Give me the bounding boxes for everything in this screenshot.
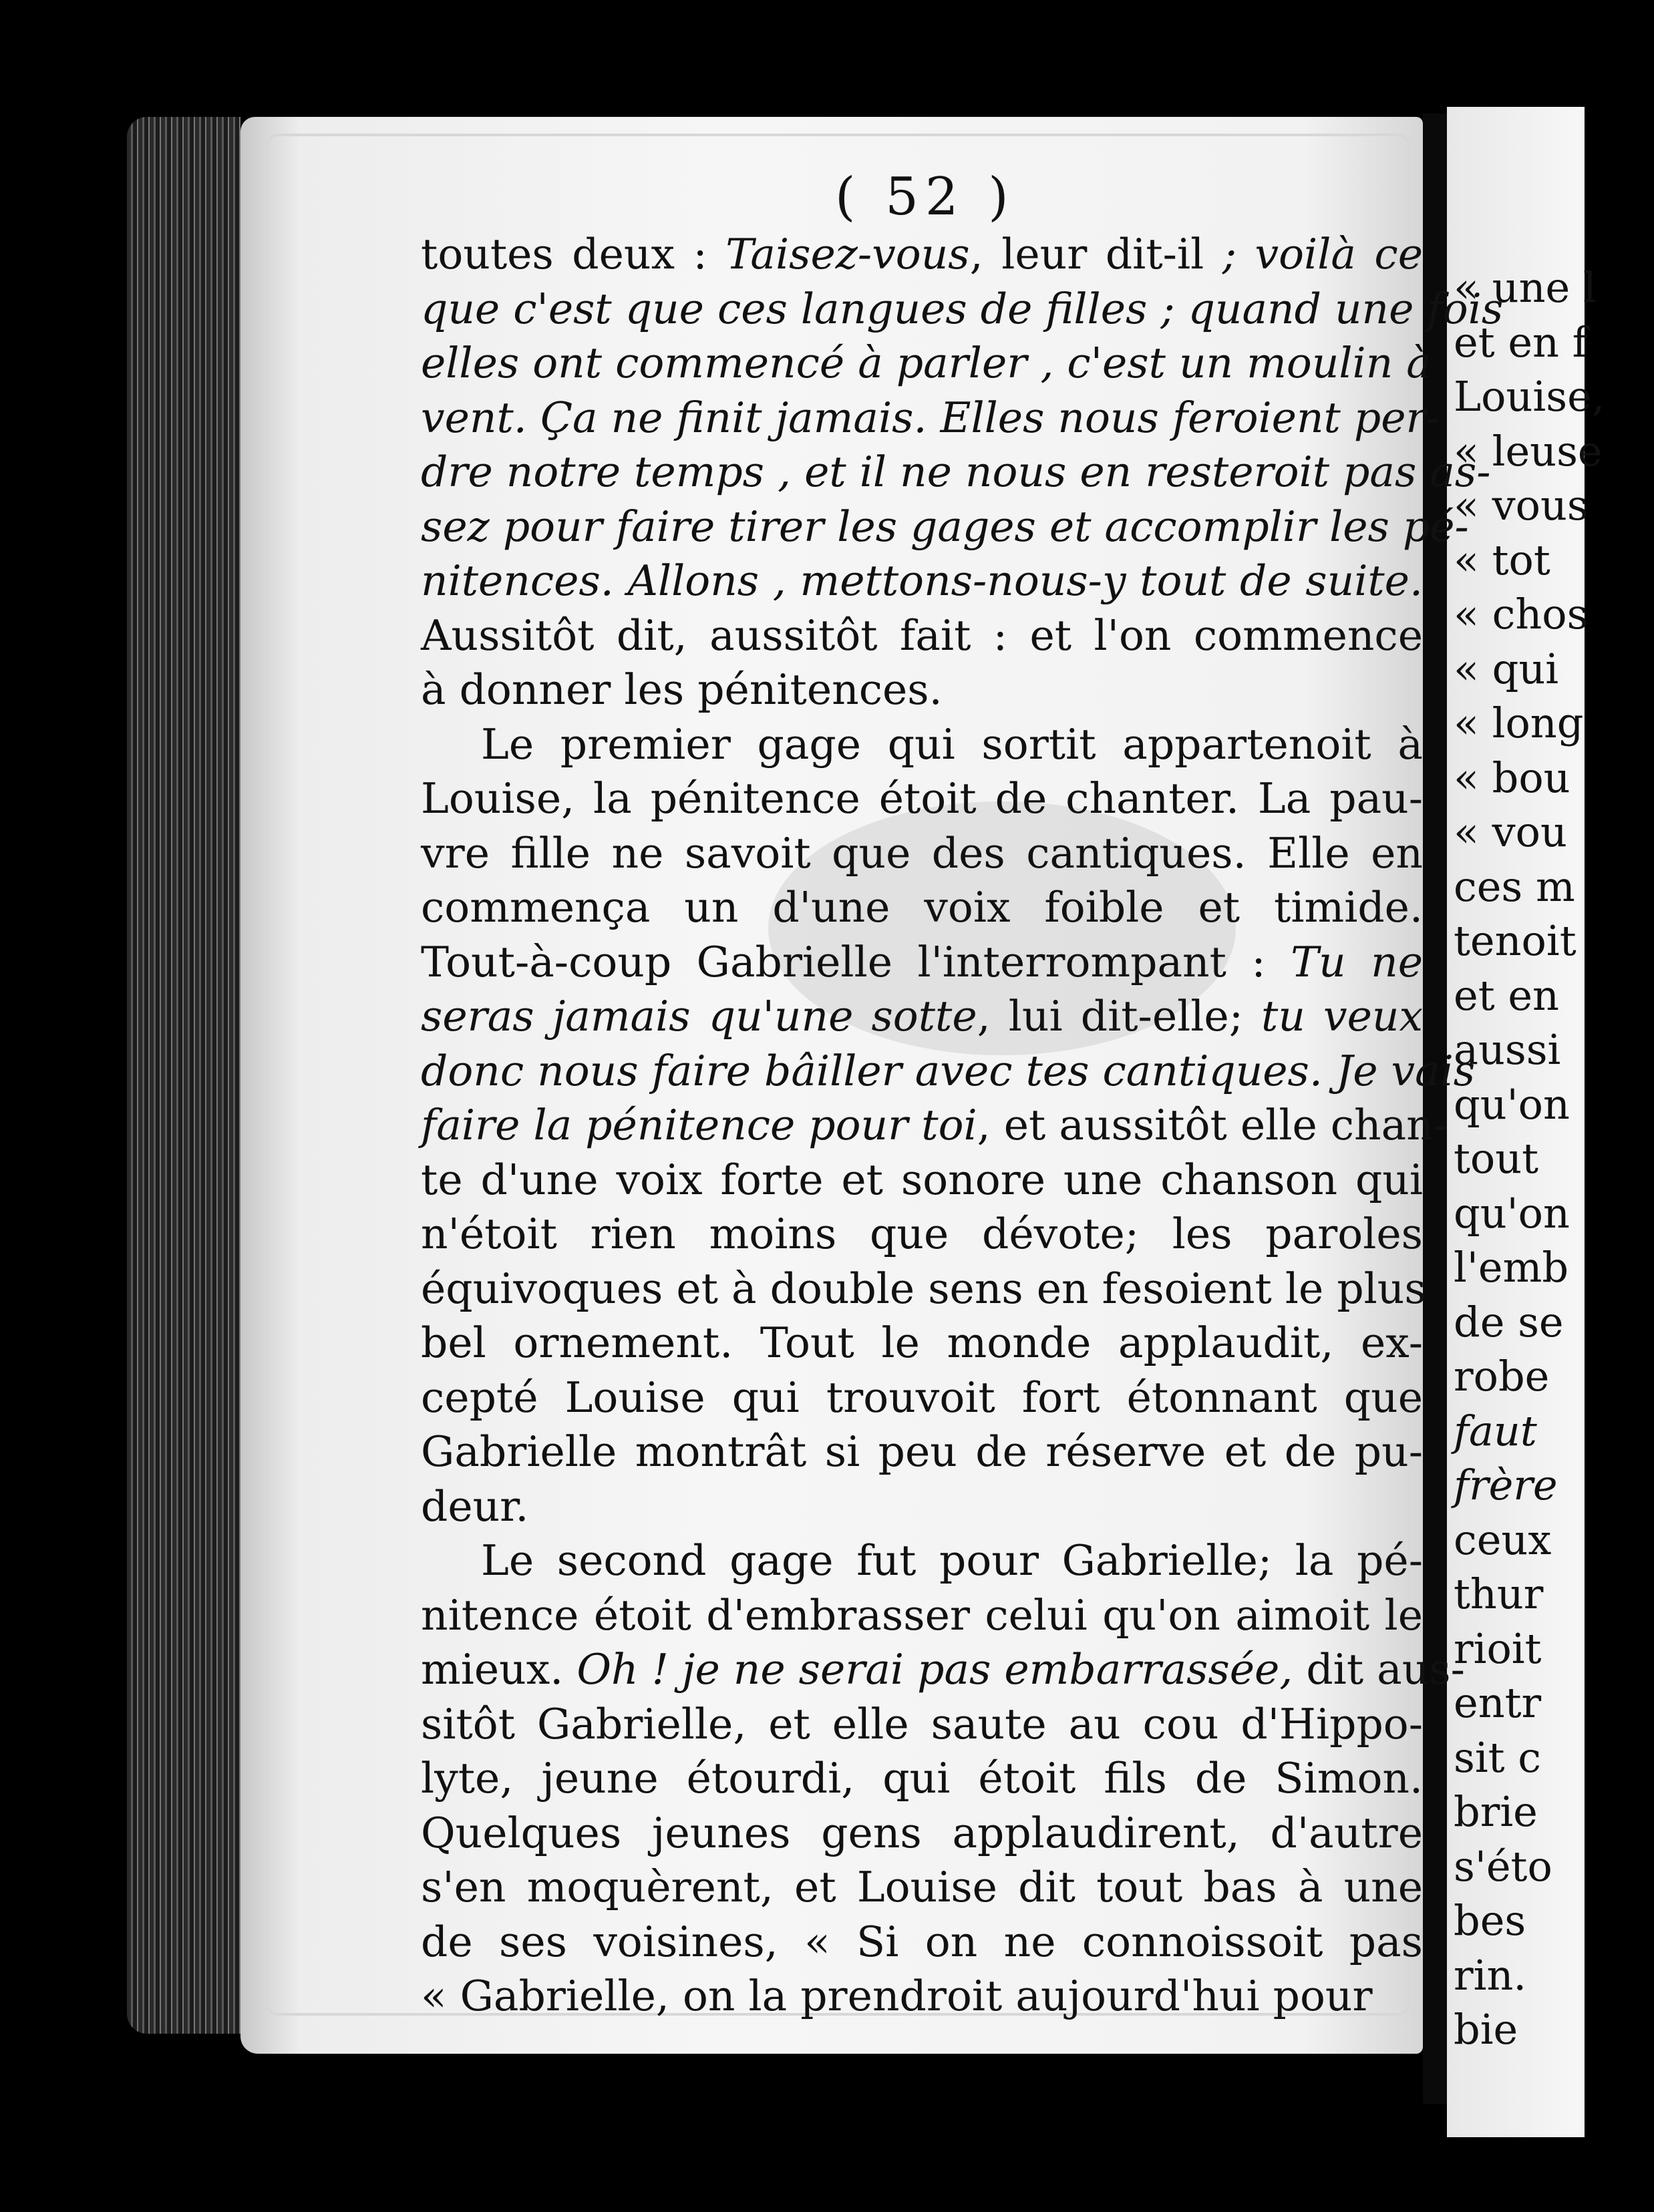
right-text-fragment: Louise,: [1454, 372, 1605, 421]
right-text-fragment: ceux: [1454, 1515, 1552, 1564]
page-number: ( 52 ): [835, 167, 1015, 227]
right-text-fragment: bes: [1454, 1896, 1526, 1945]
text-line: [421, 1697, 1423, 1752]
right-text-fragment: bie: [1454, 2005, 1518, 2054]
text-segment: elles ont commencé à parler , c'est un moulin à: [421, 339, 1432, 387]
text-line: [421, 1153, 1423, 1208]
text-segment: donc nous faire bâiller avec tes cantiques. Je vais: [421, 1046, 1476, 1095]
right-text-fragment: entr: [1454, 1678, 1542, 1727]
text-line: [421, 554, 1423, 608]
text-line: [421, 282, 1504, 337]
right-text-fragment: « vous: [1454, 481, 1589, 530]
right-text-fragment: s'éto: [1454, 1841, 1552, 1891]
right-text-fragment: « bou: [1454, 753, 1570, 802]
text-segment: bel ornement. Tout le monde applaudit, ex-: [421, 1318, 1423, 1367]
right-text-fragment: et en f: [1454, 317, 1588, 367]
text-segment: lyte, jeune étourdi, qui étoit fils de Simon.: [421, 1754, 1423, 1803]
text-line: [421, 1316, 1423, 1370]
text-line: [421, 445, 1491, 500]
text-segment: te d'une voix forte et sonore une chanson qui: [421, 1155, 1423, 1204]
right-page: [1447, 107, 1605, 2137]
text-line: [421, 1262, 1426, 1316]
right-text-fragment: qu'on: [1454, 1079, 1570, 1129]
text-segment: sez pour faire tirer les gages et accomplir les pé-: [421, 502, 1469, 551]
right-text-fragment: « tot: [1454, 535, 1550, 584]
right-text-fragment: frère: [1454, 1461, 1558, 1509]
text-segment: équivoques et à double sens en fesoient le plus: [421, 1264, 1426, 1313]
text-line: [421, 1915, 1423, 1970]
right-text-fragment: tout: [1454, 1134, 1539, 1183]
text-segment: , lui dit-elle;: [977, 992, 1262, 1041]
text-segment: de ses voisines, « Si on ne connoissoit pas: [421, 1917, 1423, 1966]
right-text-fragment: « vou: [1454, 807, 1567, 856]
text-segment: faire la pénitence pour toi: [421, 1101, 977, 1149]
right-text-fragment: « chos: [1454, 590, 1589, 638]
right-page-text: [1454, 260, 1654, 2057]
right-text-fragment: sit c: [1454, 1732, 1541, 1782]
text-segment: , leur dit-il: [969, 230, 1222, 279]
right-text-fragment: robe: [1454, 1352, 1550, 1401]
right-text-fragment: qu'on: [1454, 1188, 1570, 1238]
text-line: [421, 1806, 1423, 1861]
text-line: [421, 663, 1423, 717]
text-line: [421, 391, 1440, 445]
text-line: [421, 826, 1423, 881]
text-line: [421, 989, 1423, 1044]
text-segment: n'étoit rien moins que dévote; les paroles: [421, 1210, 1423, 1258]
text-segment: cepté Louise qui trouvoit fort étonnant que: [421, 1372, 1423, 1422]
text-line: [421, 717, 1423, 772]
text-segment: dre notre temps , et il ne nous en resteroit pas as-: [421, 447, 1491, 496]
text-segment: , et aussitôt elle chan-: [977, 1101, 1448, 1149]
text-line: [421, 1425, 1423, 1479]
text-segment: Taisez-vous: [725, 230, 970, 279]
right-text-fragment: aussi: [1454, 1025, 1561, 1074]
text-segment: nitence étoit d'embrasser celui qu'on aimoit le: [421, 1590, 1423, 1640]
text-segment: Tout-à-coup Gabrielle l'interrompant :: [421, 937, 1291, 986]
text-line: [421, 1751, 1423, 1806]
right-text-fragment: rin.: [1454, 1950, 1527, 2000]
text-segment: deur.: [421, 1481, 529, 1531]
text-line: [421, 1044, 1476, 1099]
text-line: [421, 1479, 1423, 1534]
right-text-fragment: et en: [1454, 970, 1559, 1020]
right-text-fragment: « long: [1454, 699, 1584, 747]
text-line: [421, 227, 1423, 282]
text-segment: s'en moquèrent, et Louise dit tout bas à une: [421, 1863, 1423, 1911]
text-segment: à donner les pénitences.: [421, 665, 943, 714]
right-text-fragment: thur: [1454, 1570, 1544, 1618]
text-line: [421, 1969, 1423, 2024]
text-segment: que c'est que ces langues de filles ; quand une fois: [421, 284, 1504, 333]
text-segment: mieux.: [421, 1645, 577, 1694]
text-line: [421, 1098, 1448, 1153]
right-text-fragment: « une l: [1454, 263, 1597, 312]
text-line: [421, 1588, 1423, 1643]
text-segment: vre fille ne savoit que des cantiques. Elle en: [421, 828, 1423, 878]
right-text-fragment: l'emb: [1454, 1243, 1569, 1292]
right-text-fragment: de se: [1454, 1297, 1564, 1346]
text-line: [421, 1860, 1423, 1915]
book-page-edges: [127, 117, 240, 2034]
text-segment: ; voilà ce: [1222, 230, 1423, 279]
right-text-fragment: ces m: [1454, 862, 1575, 911]
text-segment: Oh ! je ne serai pas embarrassée,: [576, 1645, 1293, 1694]
text-line: [421, 1207, 1423, 1262]
text-line: [421, 880, 1423, 935]
text-segment: Le premier gage qui sortit appartenoit à: [481, 719, 1423, 769]
text-segment: vent. Ça ne finit jamais. Elles nous feroient per-: [421, 393, 1440, 442]
text-segment: Quelques jeunes gens applaudirent, d'autre: [421, 1808, 1423, 1857]
text-segment: sitôt Gabrielle, et elle saute au cou d'Hippo-: [421, 1699, 1423, 1748]
right-text-fragment: faut: [1454, 1406, 1537, 1455]
right-text-fragment: « leuse: [1454, 426, 1603, 476]
text-line: [421, 608, 1423, 663]
right-text-fragment: rioit: [1454, 1624, 1542, 1673]
text-segment: Aussitôt dit, aussitôt fait : et l'on commence: [421, 610, 1423, 660]
text-segment: Le second gage fut pour Gabrielle; la pé-: [481, 1536, 1423, 1585]
right-text-fragment: brie: [1454, 1787, 1538, 1836]
text-segment: seras jamais qu'une sotte: [421, 992, 977, 1041]
text-segment: toutes deux :: [421, 230, 726, 279]
text-segment: tu veux: [1261, 992, 1424, 1041]
text-segment: Tu ne: [1291, 937, 1423, 986]
text-line: [421, 771, 1423, 826]
text-line: [421, 1370, 1423, 1425]
text-segment: nitences. Allons , mettons-nous-y tout de suite.: [421, 556, 1423, 605]
right-text-fragment: « qui: [1454, 644, 1559, 693]
text-line: [421, 935, 1423, 990]
text-line: [421, 1533, 1423, 1588]
right-text-fragment: tenoit: [1454, 916, 1577, 965]
text-line: [421, 1642, 1465, 1697]
text-line: [421, 500, 1469, 554]
text-segment: Gabrielle montrât si peu de réserve et de pu-: [421, 1427, 1423, 1476]
text-line: [421, 336, 1432, 391]
text-segment: Louise, la pénitence étoit de chanter. La pau-: [421, 774, 1423, 823]
text-segment: « Gabrielle, on la prendroit aujourd'hui pour: [421, 1972, 1373, 2020]
text-segment: dit aus-: [1293, 1645, 1465, 1694]
text-segment: commença un d'une voix foible et timide.: [421, 883, 1423, 932]
